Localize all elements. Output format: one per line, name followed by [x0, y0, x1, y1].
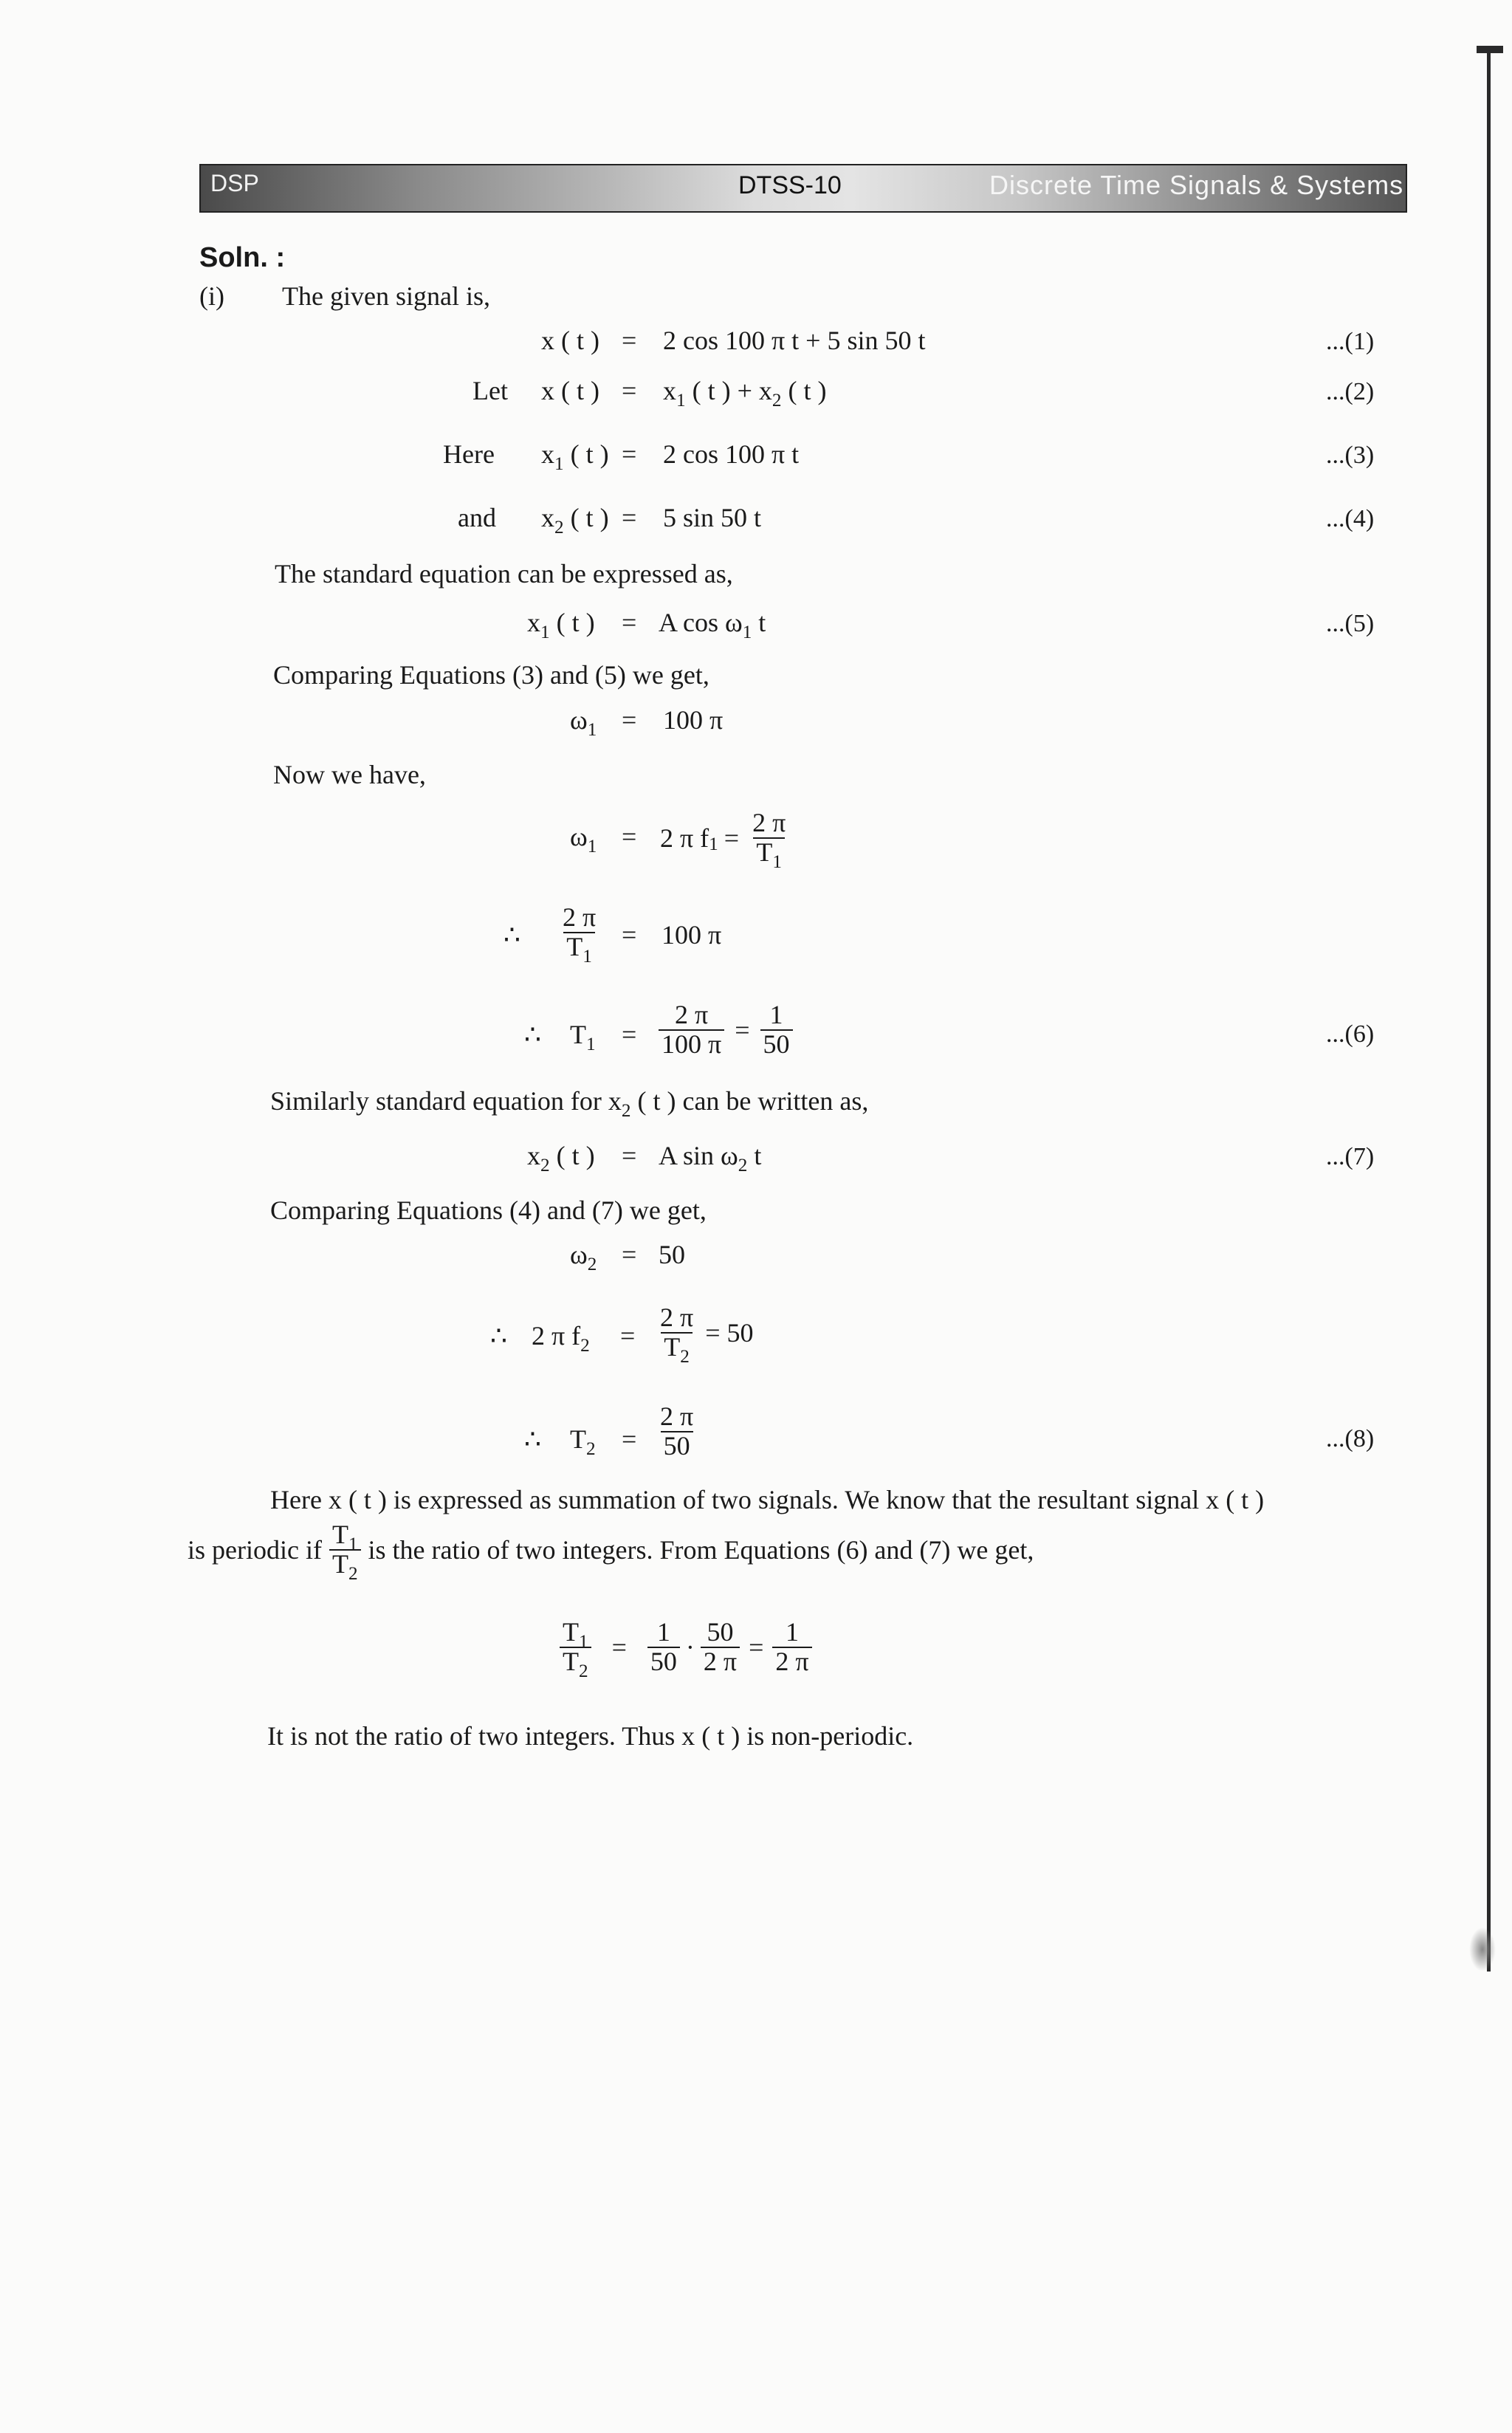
ratio-frac-a [647, 1619, 680, 1676]
eq7-equals: = [622, 1141, 637, 1170]
eq7-lhs-sub: 2 [540, 1155, 550, 1176]
eq8-lhs-sub: 2 [586, 1438, 596, 1459]
therefore-2-rhs [653, 1303, 754, 1367]
part-marker: (i) [199, 281, 224, 311]
eq2-rhs-a: x [663, 376, 676, 405]
periodic-frac-num-var: T [331, 1520, 348, 1549]
eq3-equals: = [622, 439, 637, 469]
ratio-lhs-den-sub: 2 [579, 1661, 588, 1681]
eq2-rhs-a-sub: 1 [676, 390, 686, 411]
eq2-rhs-c: ( t ) [788, 376, 827, 405]
therefore-2-rhs-value: = 50 [705, 1317, 754, 1348]
therefore-1-frac-den [563, 931, 595, 967]
periodic-text-a: is periodic if [188, 1534, 322, 1565]
ratio-lhs-num-sub: 1 [579, 1631, 588, 1652]
therefore-1-frac [560, 902, 599, 967]
ratio-frac-a-den: 50 [647, 1647, 680, 1676]
periodic-frac-den-var: T [331, 1548, 348, 1579]
therefore-1-frac-num: 2 π [563, 902, 597, 932]
eq6-frac-2-num: 1 [769, 1000, 783, 1029]
eq3-rhs: 2 cos 100 π t [663, 439, 800, 469]
omega1-lhs [570, 704, 597, 740]
eq3-lhs-tail: ( t ) [570, 439, 609, 469]
omega1-rel-mid-sub: 1 [709, 834, 718, 854]
eq5-rhs [659, 607, 766, 642]
therefore-1-symbol: ∴ [504, 920, 520, 950]
omega1-rel-mid: 2 π f [660, 823, 709, 853]
ratio-frac-b [701, 1619, 740, 1676]
ratio-lhs-frac [560, 1617, 591, 1681]
eq6-rhs [654, 1001, 797, 1059]
eq8-symbol: ∴ [524, 1424, 541, 1454]
omega1-rel-lhs [570, 821, 597, 857]
ratio-frac-c-num: 1 [786, 1617, 799, 1647]
similarly-text-a: Similarly standard equation for x [270, 1086, 622, 1116]
eq3-lhs-sub: 1 [554, 453, 564, 474]
eq5-lhs-sub: 1 [540, 622, 550, 642]
eq6-lhs-var: T [570, 1020, 586, 1049]
compare-3-5-text: Comparing Equations (3) and (5) we get, [273, 660, 709, 690]
omega2-lhs [570, 1239, 597, 1274]
eq6-equals: = [622, 1020, 637, 1049]
eq2-prefix: Let [472, 376, 508, 405]
eq6-frac-1 [659, 1001, 724, 1059]
eq8-number: ...(8) [1326, 1425, 1375, 1452]
omega1-rhs: 100 π [663, 705, 724, 735]
standard-equation-text: The standard equation can be expressed as, [275, 559, 733, 588]
eq6-frac-2-den: 50 [760, 1029, 793, 1059]
similarly-text [270, 1085, 869, 1121]
ratio-frac-a-num: 1 [656, 1617, 670, 1647]
therefore-1-fraction [555, 902, 603, 967]
periodic-text [188, 1520, 1034, 1584]
periodic-frac-num [329, 1520, 361, 1554]
therefore-2-lhs-sub: 2 [580, 1335, 590, 1356]
eq6-lhs [570, 1019, 596, 1054]
eq4-lhs-var: x [541, 503, 554, 532]
eq6-symbol: ∴ [524, 1020, 541, 1049]
therefore-2-frac-den-sub: 2 [680, 1346, 690, 1367]
eq4-lhs-tail: ( t ) [570, 503, 609, 532]
therefore-2-lhs [532, 1320, 590, 1356]
ratio-lhs-den-var: T [563, 1646, 579, 1676]
omega1-rel-frac-den [753, 837, 785, 872]
summation-text: Here x ( t ) is expressed as summation of two signals. We know that the resultant signal x ( t ) [270, 1485, 1265, 1514]
omega1-rel-fraction [749, 808, 788, 872]
omega2-rhs: 50 [659, 1240, 685, 1269]
therefore-2-frac-num: 2 π [660, 1303, 694, 1332]
therefore-1-frac-den-sub: 1 [583, 946, 592, 967]
eq6-number: ...(6) [1326, 1020, 1375, 1048]
eq7-lhs-tail: ( t ) [556, 1141, 595, 1170]
eq8-frac [657, 1403, 696, 1461]
eq8-lhs-var: T [570, 1424, 586, 1454]
ratio-dot: · [685, 1632, 695, 1662]
eq7-rhs-sub: 2 [738, 1155, 748, 1176]
eq6-lhs-sub: 1 [586, 1034, 596, 1054]
eq4-rhs: 5 sin 50 t [663, 503, 762, 532]
eq7-rhs-main: A sin ω [659, 1141, 738, 1170]
omega1-symbol: ω [570, 705, 588, 735]
eq4-equals: = [622, 503, 637, 532]
therefore-1-frac-den-var: T [566, 931, 583, 961]
binding-edge [1487, 52, 1491, 1972]
ratio-lhs-num-var: T [563, 1617, 579, 1647]
eq5-lhs-var: x [527, 608, 540, 637]
eq3-lhs-var: x [541, 439, 554, 469]
ratio-frac-c-den: 2 π [772, 1647, 811, 1676]
eq2-lhs: x ( t ) [541, 376, 599, 405]
eq7-rhs-tail: t [754, 1141, 762, 1170]
omega1-rel-equals: = [622, 822, 637, 851]
omega1-rel-frac-num: 2 π [752, 808, 786, 837]
eq5-rhs-tail: t [758, 608, 766, 637]
eq6-frac-2 [760, 1001, 793, 1059]
omega1-rel-frac-den-sub: 1 [772, 851, 782, 872]
periodic-frac-den-sub: 2 [348, 1563, 358, 1584]
eq7-lhs-var: x [527, 1141, 540, 1170]
eq1-lhs: x ( t ) [541, 326, 599, 355]
eq3-lhs [541, 439, 609, 474]
eq5-lhs [527, 607, 595, 642]
solution-label: Soln. : [199, 242, 286, 273]
eq7-number: ...(7) [1326, 1143, 1375, 1170]
therefore-2-frac-den [661, 1331, 693, 1367]
header-chapter-title: Discrete Time Signals & Systems [989, 170, 1404, 200]
eq2-number: ...(2) [1326, 378, 1375, 405]
eq5-rhs-main: A cos ω [659, 608, 743, 637]
eq6-equals-2: = [735, 1015, 750, 1045]
therefore-2-frac-den-var: T [664, 1331, 681, 1362]
ratio-equation [555, 1617, 817, 1681]
omega1-rel-rhs [660, 808, 793, 872]
eq7-rhs [659, 1140, 762, 1176]
eq5-number: ...(5) [1326, 610, 1375, 637]
intro-text: The given signal is, [282, 281, 490, 311]
ratio-frac-b-den: 2 π [701, 1647, 740, 1676]
omega2-sub: 2 [587, 1254, 597, 1274]
header-page-code: DTSS-10 [738, 171, 842, 199]
omega1-sub: 1 [587, 719, 597, 740]
compare-4-7-text: Comparing Equations (4) and (7) we get, [270, 1195, 707, 1225]
therefore-1-equals: = [622, 920, 637, 950]
now-we-have-text: Now we have, [273, 760, 426, 789]
eq5-lhs-tail: ( t ) [556, 608, 595, 637]
conclusion-text: It is not the ratio of two integers. Thus x ( t ) is non-periodic. [267, 1721, 914, 1751]
omega1-equals: = [622, 705, 637, 735]
eq1-equals: = [622, 326, 637, 355]
eq4-prefix: and [458, 503, 496, 532]
eq8-rhs [653, 1403, 701, 1461]
scan-smudge [1469, 1927, 1496, 1972]
ratio-frac-c [772, 1619, 811, 1676]
therefore-1-rhs: 100 π [662, 920, 722, 950]
periodic-frac [329, 1520, 361, 1584]
eq8-lhs [570, 1424, 596, 1459]
eq8-frac-num: 2 π [660, 1401, 694, 1431]
omega1-rel-sub: 1 [587, 836, 597, 857]
omega1-rel-frac-den-var: T [756, 837, 773, 867]
eq1-rhs: 2 cos 100 π t + 5 sin 50 t [663, 326, 926, 355]
eq7-lhs [527, 1140, 595, 1176]
periodic-text-b: is the ratio of two integers. From Equations (6) and (7) we get, [368, 1534, 1034, 1565]
omega1-rel-equals-2: = [724, 823, 740, 853]
header-subject: DSP [210, 170, 259, 196]
eq4-number: ...(4) [1326, 505, 1375, 532]
eq2-rhs [663, 375, 827, 411]
eq8-frac-den: 50 [661, 1431, 693, 1461]
therefore-2-symbol: ∴ [490, 1321, 507, 1351]
eq5-rhs-sub: 1 [742, 622, 752, 642]
eq2-equals: = [622, 376, 637, 405]
eq6-frac-1-num: 2 π [675, 1000, 709, 1029]
eq6-frac-1-den: 100 π [659, 1029, 724, 1059]
therefore-2-equals: = [620, 1321, 636, 1351]
similarly-sub: 2 [621, 1100, 631, 1121]
omega1-rel-symbol: ω [570, 822, 588, 851]
eq4-lhs-sub: 2 [554, 517, 564, 538]
eq8-equals: = [622, 1424, 637, 1454]
omega2-symbol: ω [570, 1240, 588, 1269]
eq4-lhs [541, 502, 609, 538]
eq2-rhs-b-sub: 2 [772, 390, 782, 411]
therefore-2-frac [657, 1303, 696, 1367]
eq3-number: ...(3) [1326, 442, 1375, 469]
similarly-text-b: ( t ) can be written as, [637, 1086, 869, 1116]
ratio-equals-2: = [749, 1632, 764, 1662]
ratio-lhs-num [560, 1617, 591, 1652]
ratio-frac-b-num: 50 [707, 1617, 734, 1647]
omega2-equals: = [622, 1240, 637, 1269]
ratio-equals: = [611, 1632, 627, 1662]
periodic-frac-num-sub: 1 [348, 1534, 358, 1554]
eq1-number: ...(1) [1326, 328, 1375, 355]
therefore-2-lhs-main: 2 π f [532, 1321, 581, 1351]
eq2-rhs-b: ( t ) + x [692, 376, 772, 405]
eq5-equals: = [622, 608, 637, 637]
eq3-prefix: Here [443, 439, 495, 469]
